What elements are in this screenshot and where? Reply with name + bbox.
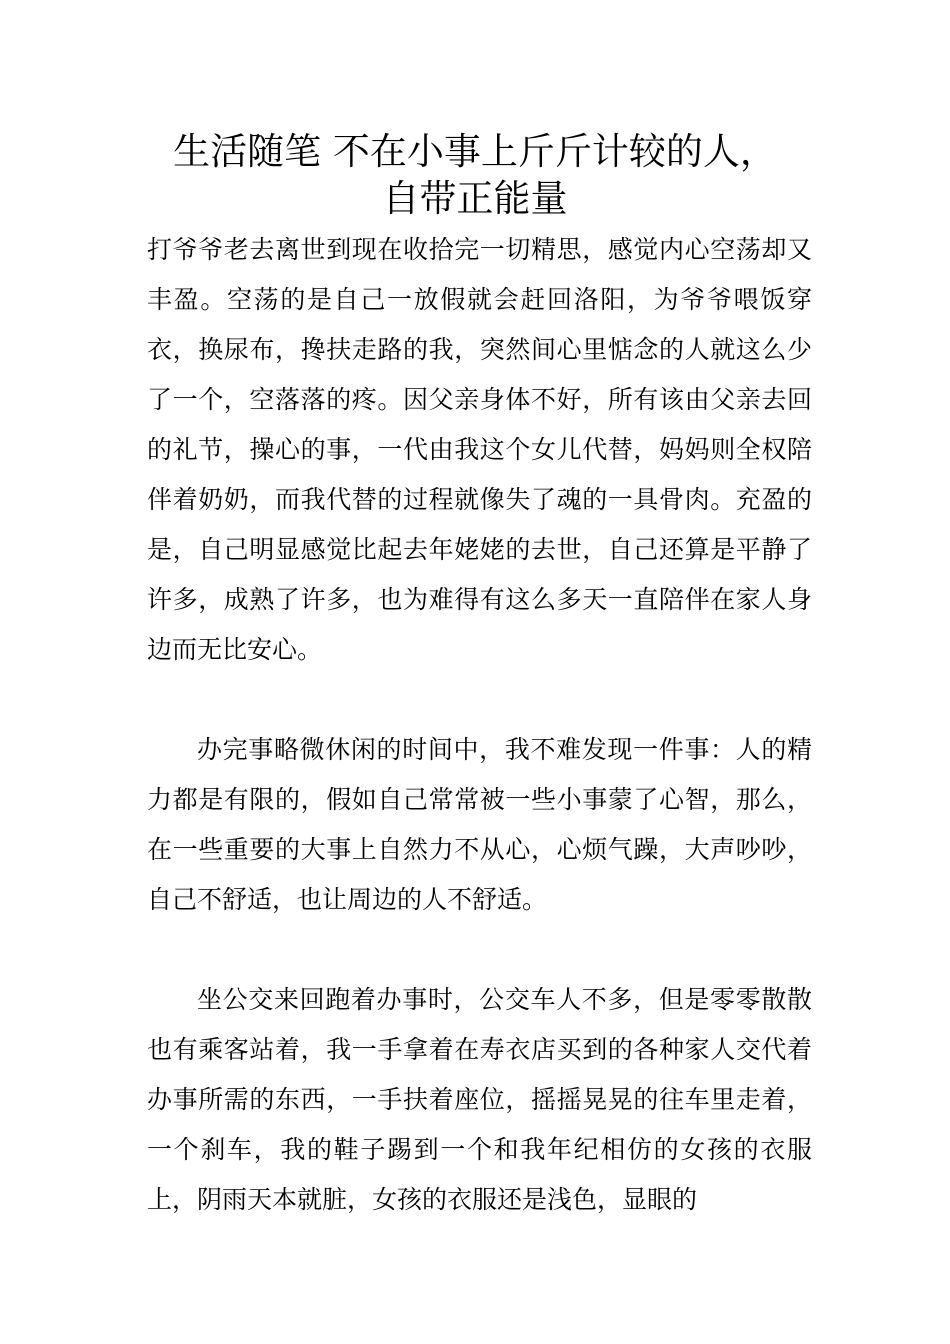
- title-line-2: 自带正能量: [382, 177, 568, 220]
- paragraph-spacer: [147, 675, 812, 725]
- title-line-1: 生活随笔 不在小事上斤斤计较的人，: [173, 130, 777, 173]
- document-title: [130, 128, 820, 222]
- paragraph-3: 坐公交来回跑着办事时，公交车人不多，但是零零散散也有乘客站着，我一手拿着在寿衣店买到的各种家人交代着办事所需的东西，一手扶着座位，摇摇晃晃的往车里走着，一个刹车，我的鞋子踢到一个和我年纪相仿的女孩的衣服上，阴雨天本就脏，女孩的衣服还是浅色，显眼的: [147, 985, 812, 1214]
- paragraph-2: 办完事略微休闲的时间中，我不难发现一件事：人的精力都是有限的，假如自己常常被一些小事蒙了心智，那么，在一些重要的大事上自然力不从心，心烦气躁，大声吵吵，自己不舒适，也让周边的人不舒适。: [147, 735, 812, 914]
- paragraph-1: 打爷爷老去离世到现在收拾完一切精思，感觉内心空荡却又丰盈。空荡的是自己一放假就会赶回洛阳，为爷爷喂饭穿衣，换尿布，搀扶走路的我，突然间心里惦念的人就这么少了一个，空落落的疼。因父亲身体不好，所有该由父亲去回的礼节，操心的事，一代由我这个女儿代替，妈妈则全权陪伴着奶奶，而我代替的过程就像失了魂的一具骨肉。充盈的是，自己明显感觉比起去年姥姥的去世，自己还算是平静了许多，成熟了许多，也为难得有这么多天一直陪伴在家人身边而无比安心。: [147, 235, 812, 664]
- document-body: [147, 225, 812, 1225]
- paragraph-spacer: [147, 925, 812, 975]
